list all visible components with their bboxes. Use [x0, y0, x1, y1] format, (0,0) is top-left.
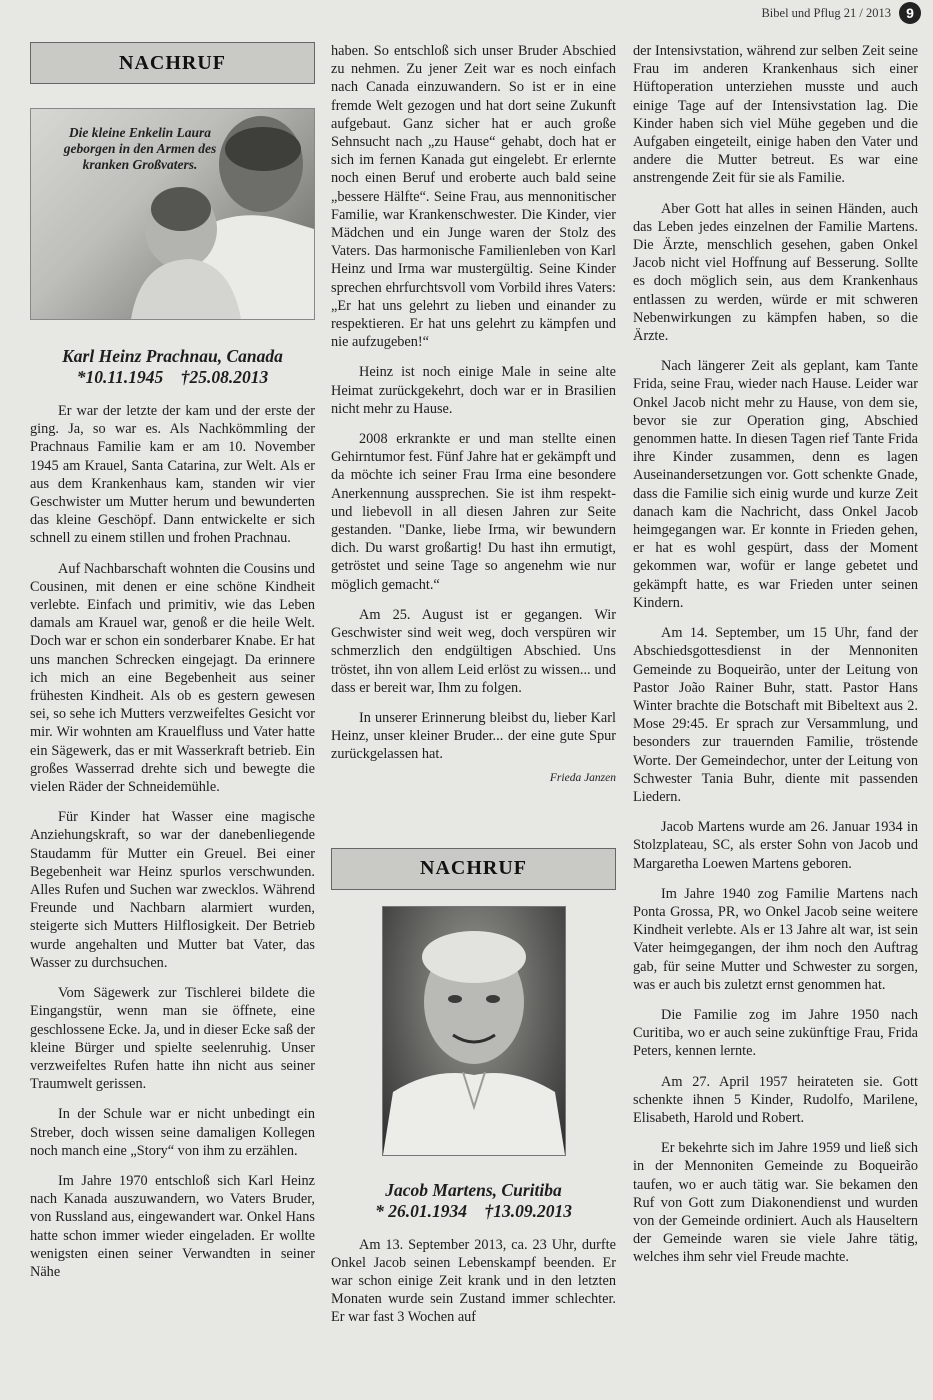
column-3: [633, 42, 918, 1279]
obit1-name: Karl Heinz Prachnau, Canada: [62, 346, 283, 366]
photo-caption: Die kleine Enkelin Laura geborgen in den Armen des kranken Großvaters.: [63, 125, 217, 172]
section-label-obit2: NACHRUF: [331, 848, 616, 890]
obit2-name-block: [331, 1180, 616, 1222]
paragraph: In unserer Erinnerung bleibst du, lieber Karl Heinz, unser kleiner Bruder... der eine gute Spur zurückgelassen hat.: [331, 709, 616, 763]
paragraph: Im Jahre 1970 entschloß sich Karl Heinz nach Kanada auszuwandern, wo Vaters Bruder, von Russland aus, eingewandert war. Onkel Hans hatte schon immer wieder eingeladen. Er wollte wenigsten einen seiner Verwandten in seiner Nähe: [30, 1172, 315, 1280]
author-signature: Frieda Janzen: [549, 771, 616, 784]
page-header: [761, 2, 921, 24]
paragraph: Er war der letzte der kam und der erste der ging. Ja, so war es. Als Nachkömmling der Prachnaus Familie kam er am 10. November 1945 am Krauel, Santa Catarina, zur Welt. Als er aus dem Krankenhaus kam, standen wir vier Geschwister um Mutter herum und bewunderten das kleine Geschöpf. Dann entwickelte er sich schnell zu einem stillen und frohen Prachnau.: [30, 403, 315, 547]
paragraph: Vom Sägewerk zur Tischlerei bildete die Eingangstür, wenn man sie öffnete, eine geschlossene Ecke. Ja, und in dieser Ecke saß der kleine Bürger und spielte seelenruhig. Unser verzweifeltes Rufen hatte ihn nicht aus seiner Traumwelt gerissen.: [30, 985, 315, 1093]
paragraph: Er bekehrte sich im Jahre 1959 und ließ sich in der Mennoniten Gemeinde zu Boqueirão taufen, wo er auch tätig war. Sie bekamen den Ruf von Gott zum Diakonendienst und wurden von der Gemeinde ordiniert. Auch als Hauseltern der Gemeinde waren sie viele Jahre tätig, welches ihm sehr viel Freude machte.: [633, 1140, 918, 1266]
paragraph: Die Familie zog im Jahre 1950 nach Curitiba, wo er auch seine zukünftige Frau, Frida Peters, kennen lernte.: [633, 1006, 918, 1060]
paragraph: Aber Gott hat alles in seinen Händen, auch das Leben jedes einzelnen der Familie Martens. Die Ärzte, menschlich gesehen, gaben Onkel Jacob nicht viel Hoffnung auf Besserung. Sollte es doch möglich sein, aus dem Krankenhaus entlassen zu werden, würde er mit schweren Nebenwirkungen zu kämpfen haben, so die Ärzte.: [633, 200, 918, 345]
paragraph: Am 13. September 2013, ca. 23 Uhr, durfte Onkel Jacob seinen Lebenskampf beenden. Er war schon einige Zeit krank und in den letzten Monaten wurde sein Zustand immer schlechter. Er war fast 3 Wochen auf: [331, 1236, 616, 1326]
photo-grandfather-granddaughter: [30, 108, 315, 320]
paragraph: Im Jahre 1940 zog Familie Martens nach Ponta Grossa, PR, wo Onkel Jacob seine weitere Kindheit verlebte. Als er 13 Jahre alt war, ist sein Vater heimgegangen, der ihm noch den Auftrag gab, für seine Mutter und Schwester zu sorgen, was er auch bis zuletzt ernst genommen hat.: [633, 885, 918, 993]
paragraph: In der Schule war er nicht unbedingt ein Streber, doch wissen seine damaligen Kollegen noch manch eine „Story“ von ihm zu erzählen.: [30, 1106, 315, 1159]
paragraph: der Intensivstation, während zur selben Zeit seine Frau im anderen Krankenhaus sich einer Hüftoperation unterziehen musste und auch einige Tage auf der Intensivstation lag. Die Kinder haben sich viel Mühe gegeben und die Aufgaben eingeteilt, einige haben den Vater und andere die Mutter betreut. Es war eine anstrengende Zeit für sie als Familie.: [633, 43, 918, 187]
page-number: 9: [899, 2, 921, 24]
portrait-illustration: [383, 907, 565, 1155]
paragraph: Heinz ist noch einige Male in seine alte Heimat zurückgekehrt, doch war er in Brasilien nicht mehr zu Hause.: [331, 364, 616, 417]
paragraph: Jacob Martens wurde am 26. Januar 1934 in Stolzplateau, SC, als erster Sohn von Jacob und Margaretha Loewen Martens geboren.: [633, 819, 918, 872]
paragraph: Am 27. April 1957 heirateten sie. Gott schenkte ihnen 5 Kinder, Rudolfo, Marilene, Elisabeth, Harold und Robert.: [633, 1073, 918, 1126]
paragraph: Für Kinder hat Wasser eine magische Anziehungskraft, so war der danebenliegende Staudamm für Mutter ein Greuel. Bei einer Begebenheit war Heinz spurlos verschwunden. Alles Rufen und Suchen war zwecklos. Während Freunde und Nachbarn alarmiert wurden, steigerte sich Mutters Hilflosigkeit. Der Betrieb wurde angehalten und Mutter bat Vater, das Wasser zu durchsuchen.: [30, 809, 315, 971]
paragraph: Am 25. August ist er gegangen. Wir Geschwister sind weit weg, doch verspüren wir schmerzlich den endgültigen Abschied. Uns tröstet, ihn von allem Leid erlöst zu wissen... und dass er bereit war, Ihm zu folgen.: [331, 606, 616, 696]
paragraph: haben. So entschloß sich unser Bruder Abschied zu nehmen. Zu jener Zeit war es noch einfach nach Canada einzuwandern. So ist er in eine fremde Welt gezogen und hat dort seine Zukunft aufgebaut. Ganz sicher hat er auch große Sehnsucht nach „zu Hause“ gehabt, doch hat er sich im fernen Kanada gut eingelebt. Er erlernte noch einen Beruf und eroberte auch bald seine „bessere Hälfte“. Seine Frau, aus mennonitischer Familie, war Krankenschwester. Die Kinder, vier Mädchen und ein Junge waren der Stolz des Vaters. Das harmonische Familienleben von Karl Heinz und Irma war mustergültig. Seine Kinder sprechen ehrfurchtsvoll vom Vorbild ihres Vaters: „Er hat uns gelehrt zu lieben und einander zu respektieren. Er hat uns gelehrt zu kämpfen und nie aufzugeben!“: [331, 43, 616, 351]
obit1-dates: *10.11.1945 †25.08.2013: [76, 367, 269, 387]
paragraph: Auf Nachbarschaft wohnten die Cousins und Cousinen, mit denen er eine schöne Kindheit verlebte. Einfach und primitiv, wie das Leben damals am Krauel war, genoß er die heile Welt. Doch war er schon ein sonderbarer Knabe. Er hat uns manchen Schrecken eingejagt. Da erinnere ich mich an eine Begebenheit aus seiner frühesten Kindheit. Als ob es gestern gewesen sei, so sehe ich Mutters verzweifeltes Gesicht vor mir. Wir wohnten am Krauelfluss und Vater hatte ein Sägewerk, das er mit Wasserkraft betrieb. Ein großes Wasserrad drehte sich und bewegte die vielen Räder der Schneidemühle.: [30, 560, 315, 796]
magazine-title: Bibel und Pflug 21 / 2013: [761, 5, 891, 20]
obit1-name-block: [30, 346, 315, 388]
column-2: [331, 42, 616, 1339]
obit2-dates: * 26.01.1934 †13.09.2013: [375, 1200, 572, 1221]
paragraph: 2008 erkrankte er und man stellte einen Gehirntumor fest. Fünf Jahre hat er gekämpft und da möchte ich seiner Frau Irma eine besondere Anerkennung aussprechen. Sie ist ihm respekt- und liebevoll in all diesen Jahren zur Seite gestanden. "Danke, liebe Irma, wir bewundern dich. Du warst großartig! Du hast ihn ermutigt, getröstet und seine Tage so angenehm wie nur möglich gemacht.“: [331, 431, 616, 593]
paragraph: Am 14. September, um 15 Uhr, fand der Abschiedsgottesdienst in der Mennoniten Gemeinde zu Boqueirão, unter der Leitung von Pastor João Rainer Buhr, statt. Pastor Hans Winter brachte die Botschaft mit Bibeltext aus 2. Mose 29:45. Er sprach zur Versammlung, und besonders zur trauernden Familie, tröstende Worte. Der Gemeindechor, unter der Leitung von Schwester Tania Buhr, diente mit passenden Liedern.: [633, 625, 918, 805]
paragraph: Nach längerer Zeit als geplant, kam Tante Frida, seine Frau, wieder nach Hause. Leider war Onkel Jacob nicht mehr zu Hause, von dem sie, bevor sie zur Operation ging, Abschied genommen hatte. In diesen Tagen rief Tante Frida ihre Kinder zusammen, denn es lagen Auseinandersetzungen vor. Gott schenkte Gnade, dass die Familie sich einig wurde und kurze Zeit danach kam die Nachricht, dass Onkel Jacob heimgegangen war. Er konnte in Frieden gehen, er hat es wohl gespürt, dass der Moment gekommen war, wofür er lange gebetet und gekämpft hatte, es war Frieden unter seinen Kindern.: [633, 358, 918, 611]
photo-jacob-martens: [382, 906, 566, 1156]
section-label-obit1: NACHRUF: [30, 42, 315, 84]
obit2-name: Jacob Martens, Curitiba: [385, 1179, 562, 1200]
column-1: [30, 42, 315, 1293]
